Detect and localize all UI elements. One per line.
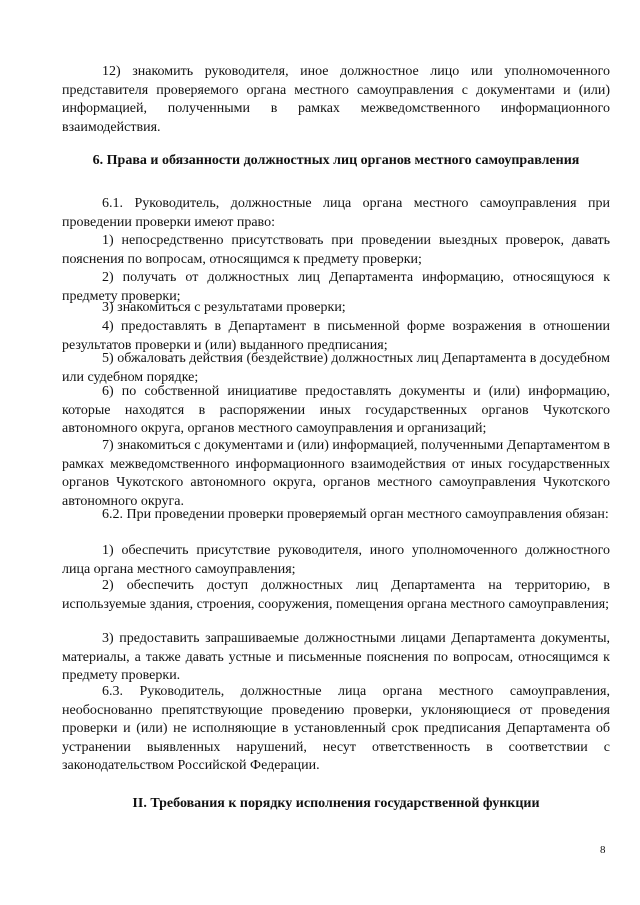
right-item-7: 7) знакомиться с документами и (или) информацией, полученными Департаментом в рамках межведомственного информационного взаимодействия от иных государственных органов Чукотского автономного округа, органов местного самоуправления Чукотского автономного округа. [62, 438, 610, 509]
duty-item-2: 2) обеспечить доступ должностных лиц Департамента на территорию, в используемые здания, строения, сооружения, помещения органа местного самоуправления; [62, 578, 610, 612]
duty-item-1: 1) обеспечить присутствие руководителя, иного уполномоченного должностного лица органа местного самоуправления; [62, 543, 610, 577]
paragraph-6-2: 6.2. При проведении проверки проверяемый орган местного самоуправления обязан: [102, 507, 609, 522]
paragraph-6-1: 6.1. Руководитель, должностные лица органа местного самоуправления при проведении проверки имеют право: [62, 196, 610, 230]
right-item-4: 4) предоставлять в Департамент в письменной форме возражения в отношении результатов проверки и (или) выданного предписания; [62, 319, 610, 353]
section-II-heading: II. Требования к порядку исполнения государственной функции [132, 796, 540, 811]
right-item-2: 2) получать от должностных лиц Департамента информацию, относящуюся к предмету проверки; [62, 270, 610, 304]
right-item-3: 3) знакомиться с результатами проверки; [102, 300, 346, 315]
duty-item-3: 3) предоставить запрашиваемые должностными лицами Департамента документы, материалы, а также давать устные и письменные пояснения по вопросам, относящимся к предмету проверки. [62, 631, 610, 684]
right-item-6: 6) по собственной инициативе предоставлять документы и (или) информацию, которые находятся в распоряжении иных государственных органов Чукотского автономного округа, органов местного самоуправления и организаций; [62, 384, 610, 437]
item-12-paragraph: 12) знакомить руководителя, иное должностное лицо или уполномоченного представителя проверяемого органа местного самоуправления с документами и (или) информацией, полученными в рамках межведомственного информационного взаимодействия. [62, 64, 610, 135]
section-6-heading: 6. Права и обязанности должностных лиц органов местного самоуправления [92, 153, 580, 168]
page-number: 8 [600, 844, 606, 856]
right-item-1: 1) непосредственно присутствовать при проведении выездных проверок, давать пояснения по вопросам, относящимся к предмету проверки; [62, 233, 610, 267]
right-item-5: 5) обжаловать действия (бездействие) должностных лиц Департамента в досудебном или судебном порядке; [62, 351, 610, 385]
paragraph-6-3: 6.3. Руководитель, должностные лица органа местного самоуправления, необоснованно препятствующие проведению проверки, уклоняющиеся от проведения проверки и (или) не исполняющие в установленный срок предписания Департамента об устранении выявленных нарушений, несут ответственность в соответствии с законодательством Российской Федерации. [62, 684, 610, 774]
